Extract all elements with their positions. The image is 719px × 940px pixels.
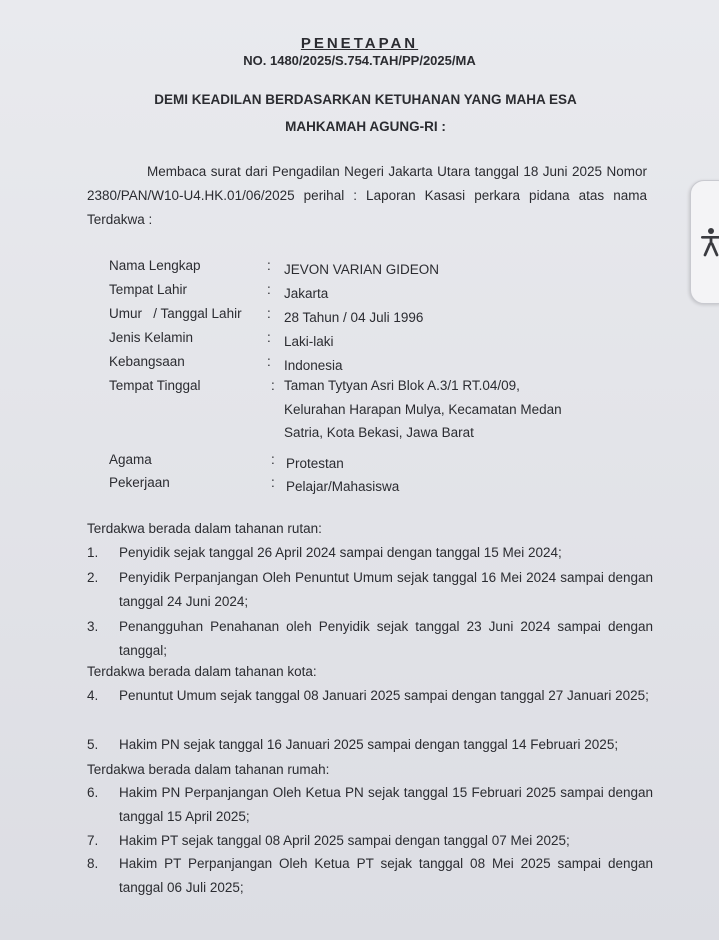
identity-value: Pelajar/Mahasiswa (286, 479, 400, 494)
accessibility-button[interactable] (690, 180, 719, 304)
section-rutan: Terdakwa berada dalam tahanan rutan: (87, 521, 322, 536)
section-rumah: Terdakwa berada dalam tahanan rumah: (87, 762, 330, 777)
identity-label: Umur / Tanggal Lahir (109, 306, 242, 321)
identity-label: Agama (109, 452, 152, 467)
identity-value: 28 Tahun / 04 Juli 1996 (284, 310, 424, 325)
heading-court: MAHKAMAH AGUNG-RI : (285, 119, 446, 134)
item-number: 5. (87, 737, 99, 752)
item-number: 2. (87, 570, 99, 585)
item-text: Hakim PN sejak tanggal 16 Januari 2025 sampai dengan tanggal 14 Februari 2025; (119, 737, 619, 752)
item-number: 8. (87, 856, 99, 871)
item-text: Penyidik Perpanjangan Oleh Penuntut Umum sejak tanggal 16 Mei 2024 sampai dengan tanggal 24 Juni 2024; (119, 570, 653, 609)
identity-label: Jenis Kelamin (109, 330, 194, 345)
item-text: Hakim PT sejak tanggal 08 April 2025 sampai dengan tanggal 07 Mei 2025; (119, 833, 570, 848)
item-text: Penangguhan Penahanan oleh Penyidik sejak tanggal 23 Juni 2024 sampai dengan tanggal; (119, 619, 653, 658)
heading-justice: DEMI KEADILAN BERDASARKAN KETUHANAN YANG MAHA ESA (154, 92, 577, 107)
identity-label: Tempat Lahir (109, 282, 188, 297)
intro-paragraph: Membaca surat dari Pengadilan Negeri Jakarta Utara tanggal 18 Juni 2025 Nomor 2380/PAN/W10-U4.HK.01/06/2025 perihal : Laporan Kasasi perkara pidana atas nama Terdakwa : (87, 164, 647, 227)
identity-colon: : (271, 475, 275, 490)
identity-label: Pekerjaan (109, 475, 170, 490)
identity-label: Nama Lengkap (109, 258, 201, 273)
document-number: NO. 1480/2025/S.754.TAH/PP/2025/MA (243, 53, 476, 68)
item-number: 7. (87, 833, 99, 848)
identity-label: Tempat Tinggal (109, 378, 201, 393)
item-text: Hakim PN Perpanjangan Oleh Ketua PN sejak tanggal 15 Februari 2025 sampai dengan tanggal 15 April 2025; (119, 785, 653, 824)
document-title: PENETAPAN (300, 35, 419, 52)
identity-value: JEVON VARIAN GIDEON (284, 262, 440, 277)
item-text: Hakim PT Perpanjangan Oleh Ketua PT sejak tanggal 08 Mei 2025 sampai dengan tanggal 06 Juli 2025; (119, 856, 653, 895)
accessibility-icon (699, 227, 719, 257)
identity-label: Kebangsaan (109, 354, 185, 369)
identity-value: Laki-laki (284, 334, 334, 349)
item-number: 6. (87, 785, 99, 800)
item-number: 1. (87, 545, 99, 560)
item-text: Penuntut Umum sejak tanggal 08 Januari 2025 sampai dengan tanggal 27 Januari 2025; (119, 688, 649, 703)
identity-value: Jakarta (284, 286, 329, 301)
item-number: 3. (87, 619, 99, 634)
section-kota: Terdakwa berada dalam tahanan kota: (87, 664, 317, 679)
identity-colon: : (267, 282, 271, 297)
item-number: 4. (87, 688, 99, 703)
item-text: Penyidik sejak tanggal 26 April 2024 sampai dengan tanggal 15 Mei 2024; (119, 545, 562, 560)
identity-value: Indonesia (284, 358, 343, 373)
identity-colon: : (271, 378, 275, 393)
identity-colon: : (267, 330, 271, 345)
identity-colon: : (267, 354, 271, 369)
identity-colon: : (271, 452, 275, 467)
identity-colon: : (267, 306, 271, 321)
identity-colon: : (267, 258, 271, 273)
identity-value: Taman Tytyan Asri Blok A.3/1 RT.04/09, Kelurahan Harapan Mulya, Kecamatan Medan Satria, Kota Bekasi, Jawa Barat (284, 378, 562, 440)
identity-value: Protestan (286, 456, 344, 471)
